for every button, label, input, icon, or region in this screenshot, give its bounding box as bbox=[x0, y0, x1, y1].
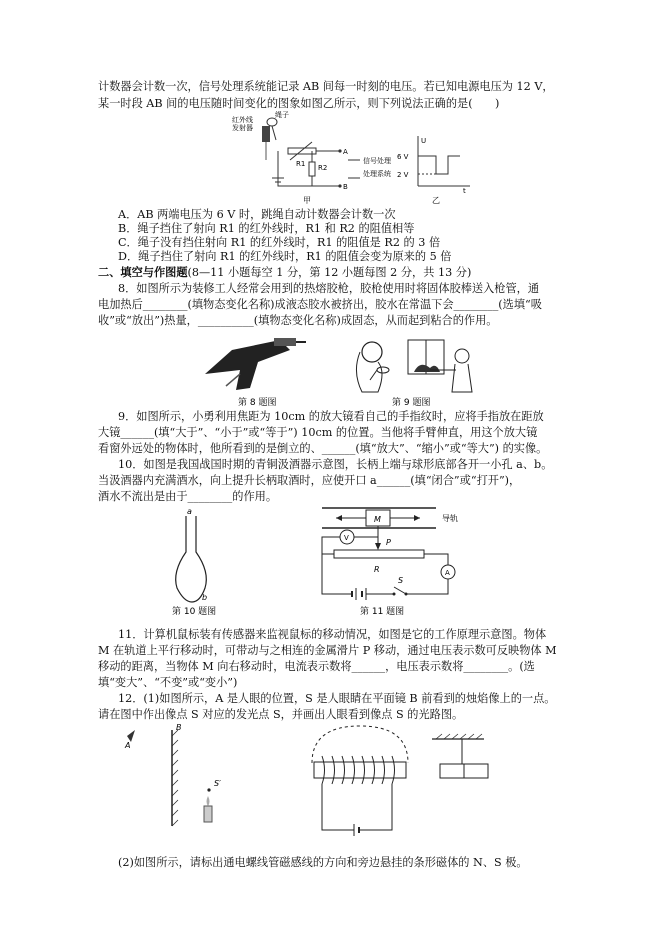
rope-label: 绳子 bbox=[275, 111, 289, 119]
q7-option-b: B．绳子挡住了射向 R1 的红外线时，R1 和 R2 的阻值相等 bbox=[118, 222, 415, 235]
q11-line1: 11．计算机鼠标装有传感器来监视鼠标的移动情况，如图是它的工作原理示意图。物体 bbox=[118, 628, 547, 641]
candle-icon bbox=[204, 806, 212, 822]
r1-label: R1 bbox=[296, 160, 306, 168]
caption-a: 甲 bbox=[303, 196, 311, 205]
eye-a-label: A bbox=[125, 741, 131, 750]
object-m-label: M bbox=[374, 515, 381, 524]
graph-t: t bbox=[463, 187, 466, 195]
graph-u: U bbox=[421, 137, 427, 145]
caption-10: 第 10 题图 bbox=[172, 607, 217, 617]
graph-2v: 2 V bbox=[397, 171, 409, 179]
q9-line2: 大镜______(填“大于”、“小于”或“等于”) 10cm 的位置。当他将手臂伸直，用这个放大镜 bbox=[98, 426, 538, 439]
caption-11: 第 11 题图 bbox=[360, 607, 405, 617]
hanging-magnet-figure bbox=[432, 734, 488, 778]
r2-label: R2 bbox=[318, 164, 328, 172]
q7-option-a: A．AB 两端电压为 6 V 时，跳绳自动计数器会计数一次 bbox=[118, 208, 396, 221]
emitter-label-2: 发射器 bbox=[232, 124, 253, 132]
q7-line1: 计数器会计数一次，信号处理系统能记录 AB 间每一时刻的电压。若已知电源电压为 12 V， bbox=[98, 80, 554, 93]
q12-line2: 请在图中作出像点 S 对应的发光点 S，并画出人眼看到像点 S 的光路图。 bbox=[98, 708, 464, 721]
q11-line4: 填“变大”、“不变”或“变小”) bbox=[98, 676, 238, 689]
slider-p-label: P bbox=[386, 538, 391, 547]
q7-line2: 某一时段 AB 间的电压随时间变化的图象如图乙所示，则下列说法正确的是( ) bbox=[98, 97, 500, 110]
caption-8: 第 8 题图 bbox=[238, 398, 277, 408]
q11-line3: 移动的距离，当物体 M 向右移动时，电流表示数将______，电压表示数将________。(选 bbox=[98, 660, 535, 673]
dipper-label-a: a bbox=[187, 507, 192, 516]
q12-line1: 12．(1)如图所示，A 是人眼的位置，S 是人眼睛在平面镜 B 前看到的烛焰像上的一点。 bbox=[118, 692, 556, 705]
system-label-2: 处理系统 bbox=[363, 170, 391, 178]
q7-option-c: C．绳子没有挡住射向 R1 的红外线时，R1 的阻值是 R2 的 3 倍 bbox=[118, 236, 441, 249]
q11-line2: M 在轨道上平行移动时，可带动与之相连的金属滑片 P 移动，通过电压表示数可反映物体 M bbox=[98, 644, 557, 657]
q10-line1: 10．如图是我国战国时期的青铜汲酒器示意图，长柄上端与球形底部各开一小孔 a、b。 bbox=[118, 458, 553, 471]
dipper-label-b: b bbox=[202, 593, 208, 602]
system-label-1: 信号处理 bbox=[363, 157, 391, 165]
section2-note: (8—11 小题每空 1 分，第 12 小题每图 2 分，共 13 分) bbox=[187, 266, 472, 279]
q10-line3: 酒水不流出是由于________的作用。 bbox=[98, 490, 278, 503]
q8-line2: 电加热后________(填物态变化名称)成液态胶水被挤出，胶水在常温下会________(选填“吸 bbox=[98, 298, 542, 311]
emitter-label-1: 红外线 bbox=[232, 116, 253, 124]
caption-b: 乙 bbox=[432, 196, 440, 205]
q10-line2: 当汲酒器内充满酒水，向上提升长柄取酒时，应使开口 a______(填“闭合”或“打开”)， bbox=[98, 474, 521, 487]
q7-option-d: D．绳子挡住了射向 R1 的红外线时，R1 的阻值会变为原来的 5 倍 bbox=[118, 250, 452, 263]
terminal-a: A bbox=[343, 148, 348, 156]
image-s-label: S′ bbox=[214, 779, 221, 788]
q9-line1: 9．如图所示，小勇利用焦距为 10cm 的放大镜看自己的手指纹时，应将手指放在距放 bbox=[118, 410, 544, 423]
mirror-figure bbox=[124, 723, 221, 826]
voltmeter-label: V bbox=[344, 534, 349, 542]
caption-9: 第 9 题图 bbox=[392, 398, 431, 408]
terminal-b: B bbox=[343, 183, 348, 191]
mirror-b-label: B bbox=[176, 723, 182, 732]
switch-s-label: S bbox=[398, 576, 404, 585]
ammeter-label: A bbox=[445, 569, 450, 577]
section2-title: 二、填空与作图题 bbox=[98, 266, 188, 279]
graph-6v: 6 V bbox=[397, 153, 409, 161]
rail-label: 导轨 bbox=[442, 514, 458, 523]
resistor-r-label: R bbox=[374, 565, 380, 574]
q8-line1: 8．如图所示为装修工人经常会用到的热熔胶枪，胶枪使用时将固体胶棒送入枪管，通 bbox=[118, 282, 540, 295]
solenoid-figure bbox=[312, 726, 408, 836]
q12-line3: (2)如图所示，请标出通电螺线管磁感线的方向和旁边悬挂的条形磁体的 N、S 极。 bbox=[118, 856, 528, 869]
q9-line3: 看窗外远处的物体时，他所看到的是倒立的、______(填“放大”、“缩小”或“等大”) 的实像。 bbox=[98, 442, 548, 455]
q8-line3: 收”或“放出”)热量，__________(填物态变化名称)成固态，从而起到粘合的作用。 bbox=[98, 314, 498, 327]
